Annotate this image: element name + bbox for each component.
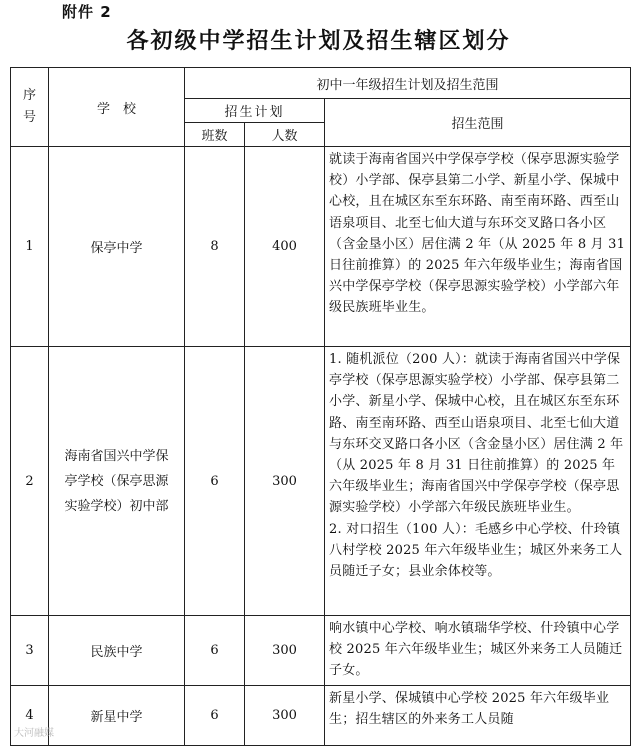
row-seq: 2 xyxy=(11,347,49,616)
row-seq: 3 xyxy=(11,616,49,686)
row-school: 保亭中学 xyxy=(49,147,185,347)
page-title: 各初级中学招生计划及招生辖区划分 xyxy=(126,28,511,54)
header-people: 人数 xyxy=(245,123,325,147)
row-seq: 4 xyxy=(11,686,49,746)
watermark: 大河融媒 xyxy=(14,728,54,739)
row-classes: 6 xyxy=(185,347,245,616)
row-range xyxy=(325,347,631,616)
range-random-allocation: 1. 随机派位（200 人）：就读于海南省国兴中学保亭学校（保亭思源实验学校）小学部、保亭县第二小学、新星小学、保城中心校，且在城区东至东环路、南至南环路、西至山语泉项目、北至七仙大道与东环交叉路口各小区（含金垦小区）居住满 2 年（从 2025 年 8 月 31 日往前推算）的 2025 年六年级毕业生；海南省国兴中学保亭学校（保亭思源实验学校）小学部六年级民族班毕业生。 xyxy=(329,352,624,516)
row-people: 300 xyxy=(245,686,325,746)
header-row-1 xyxy=(11,68,631,99)
table-row xyxy=(11,616,631,686)
header-group: 初中一年级招生计划及招生范围 xyxy=(185,68,631,99)
row-school: 民族中学 xyxy=(49,616,185,686)
row-school: 新星中学 xyxy=(49,686,185,746)
row-range: 就读于海南省国兴中学保亭学校（保亭思源实验学校）小学部、保亭县第二小学、新星小学、保城中心校，且在城区东至东环路、南至南环路、西至山语泉项目、北至七仙大道与东环交叉路口各小区（含金垦小区）居住满 2 年（从 2025 年 8 月 31 日往前推算）的 2025 年六年级毕业生；海南省国兴中学保亭学校（保亭思源实验学校）小学部六年级民族班毕业生。 xyxy=(325,147,631,347)
row-classes: 6 xyxy=(185,616,245,686)
range-targeted-enrollment: 2. 对口招生（100 人）：毛感乡中心学校、什玲镇八村学校 2025 年六年级毕业生；城区外来务工人员随迁子女；县业余体校等。 xyxy=(329,521,623,580)
row-classes: 8 xyxy=(185,147,245,347)
header-plan: 招生计划 xyxy=(185,99,325,123)
row-seq: 1 xyxy=(11,147,49,347)
header-seq: 序号 xyxy=(11,68,49,147)
row-school: 海南省国兴中学保亭学校（保亭思源实验学校）初中部 xyxy=(49,347,185,616)
row-people: 300 xyxy=(245,616,325,686)
row-people: 400 xyxy=(245,147,325,347)
header-range: 招生范围 xyxy=(325,99,631,147)
row-people: 300 xyxy=(245,347,325,616)
enrollment-plan-table xyxy=(10,67,631,746)
header-classes: 班数 xyxy=(185,123,245,147)
header-school: 学 校 xyxy=(49,68,185,147)
row-range: 新星小学、保城镇中心学校 2025 年六年级毕业生；招生辖区的外来务工人员随 xyxy=(325,686,631,746)
attachment-label: 附件 2 xyxy=(62,3,112,21)
table-row xyxy=(11,347,631,616)
table-row xyxy=(11,147,631,347)
table-row xyxy=(11,686,631,746)
row-classes: 6 xyxy=(185,686,245,746)
row-range: 响水镇中心学校、响水镇瑞华学校、什玲镇中心学校 2025 年六年级毕业生；城区外来务工人员随迁子女。 xyxy=(325,616,631,686)
